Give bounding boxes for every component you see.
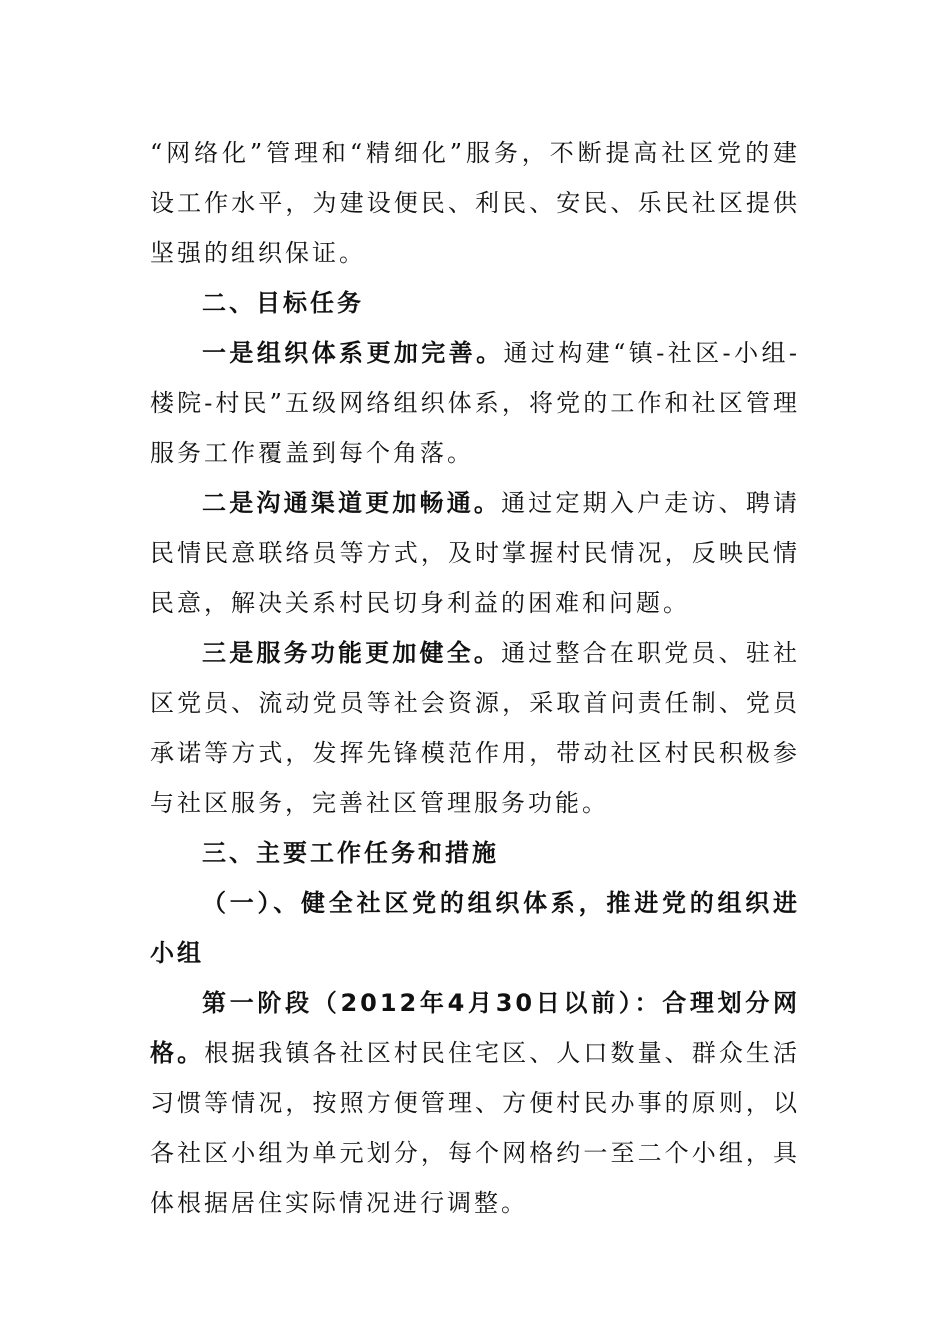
paragraph-lead: 三是服务功能更加健全。	[202, 639, 502, 667]
paragraph-text: 通过构建“镇-社区-小组-楼院-村民”五级网络组织体系，将党的工作和社区管理服务工作覆盖到每个角落。	[150, 339, 800, 467]
paragraph-text: “网络化”管理和“精细化”服务，不断提高社区党的建设工作水平，为建设便民、利民、安民、乐民社区提供坚强的组织保证。	[150, 139, 800, 267]
subsection-heading-1	[150, 878, 800, 978]
paragraph-text: 根据我镇各社区村民住宅区、人口数量、群众生活习惯等情况，按照方便管理、方便村民办事的原则，以各社区小组为单元划分，每个网格约一至二个小组，具体根据居住实际情况进行调整。	[150, 1039, 801, 1217]
paragraph-goal-2	[150, 478, 800, 628]
section-heading-goals	[150, 278, 800, 328]
paragraph-intro-continuation	[150, 128, 800, 278]
document-page	[150, 128, 800, 1228]
paragraph-text: 通过整合在职党员、驻社区党员、流动党员等社会资源，采取首问责任制、党员承诺等方式，发挥先锋模范作用，带动社区村民积极参与社区服务，完善社区管理服务功能。	[150, 639, 801, 817]
paragraph-goal-3	[150, 628, 800, 828]
paragraph-lead: 第一阶段（2012年4月30日以前）：合理划分网格。	[150, 989, 800, 1067]
paragraph-lead: 二是沟通渠道更加畅通。	[202, 489, 502, 517]
heading-text: 二、目标任务	[202, 289, 364, 317]
paragraph-phase-1	[150, 978, 800, 1228]
paragraph-text: 通过定期入户走访、聘请民情民意联络员等方式，及时掌握村民情况，反映民情民意，解决关系村民切身利益的困难和问题。	[150, 489, 801, 617]
heading-text: 三、主要工作任务和措施	[202, 839, 499, 867]
paragraph-goal-1	[150, 328, 800, 478]
heading-text: （一）、健全社区党的组织体系，推进党的组织进小组	[150, 889, 800, 967]
section-heading-tasks	[150, 828, 800, 878]
paragraph-lead: 一是组织体系更加完善。	[202, 339, 504, 367]
